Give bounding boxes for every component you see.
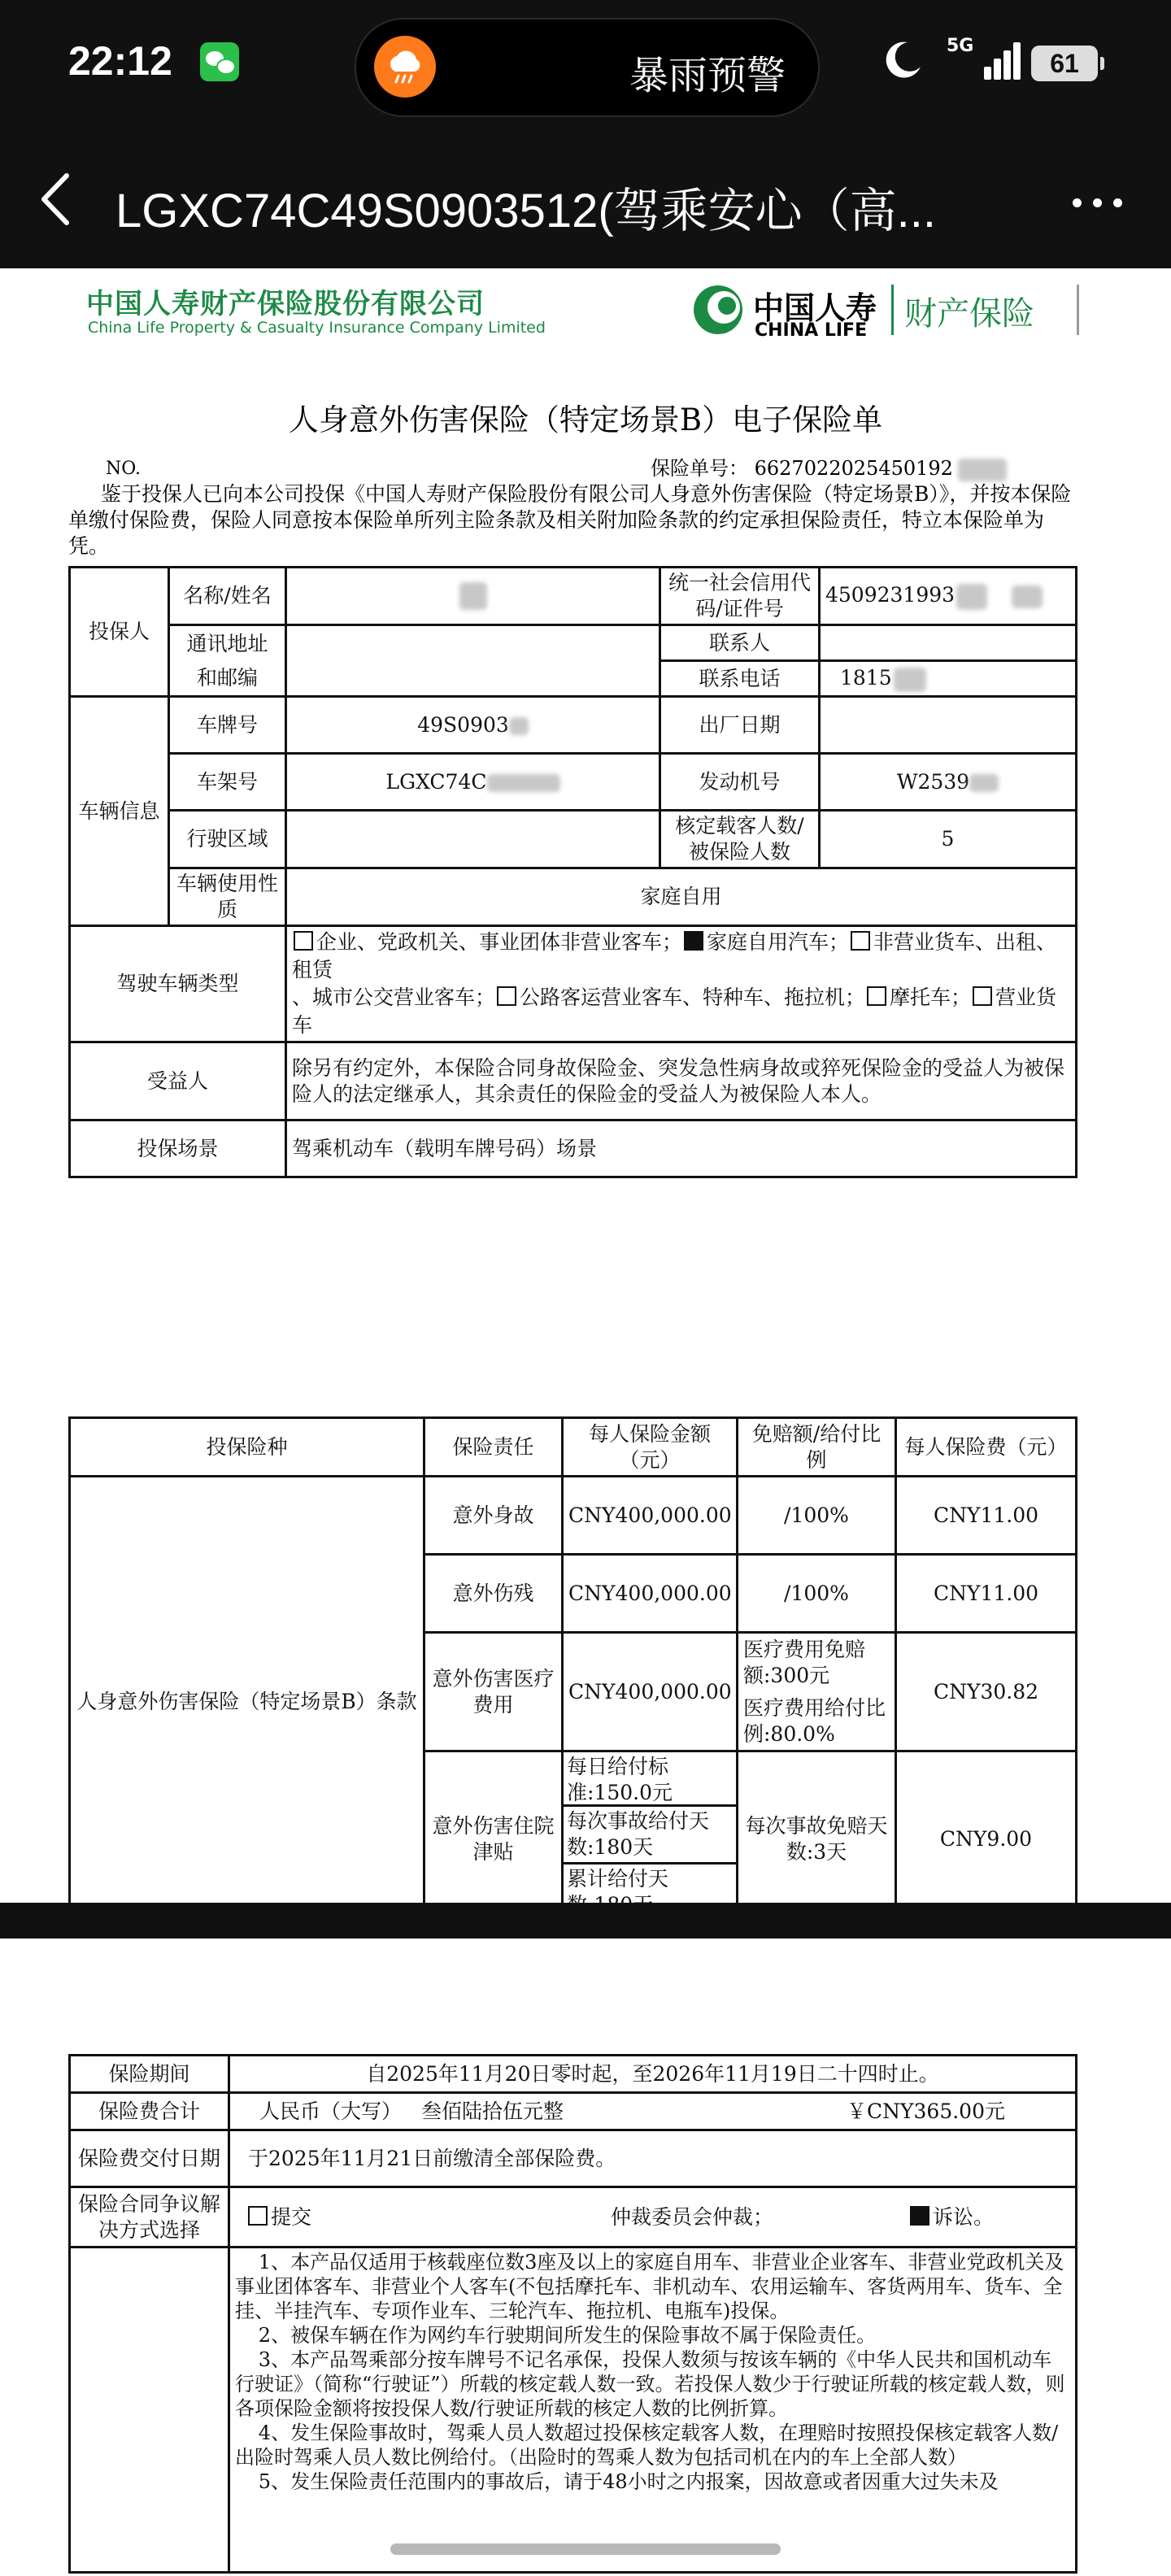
name-value	[286, 568, 660, 625]
plate-label: 车牌号	[169, 697, 286, 754]
plate-value: 49S0903	[286, 697, 660, 754]
notes-spacer	[70, 2247, 229, 2573]
coverage-table: 投保险种 保险责任 每人保险金额（元） 免赔额/给付比例 每人保险费（元） 人身意外伤害保险（特定场景B）条款 意外身故 CNY400,000.00 /100% CNY11.00 意外伤残 CNY400,000.00 /100% CNY11.00 意外伤害医疗费用 CNY400,000.00 医疗费用免赔额:300元 医疗费用给付比例:80.0% CNY30.82 意外伤害住院津贴 每日给付标准:150.0元 每次事故给付天数:180天 累计给付天 每次事故免赔天数:3天 CNY9.00	[68, 1416, 1077, 2084]
nav-bar	[0, 130, 1171, 268]
seats-value: 5	[820, 811, 1077, 868]
hospital-sub: 每日给付标准:150.0元 每次事故给付天数:180天 累计给付天	[563, 1751, 738, 1927]
phone-value: 1815	[820, 661, 1077, 697]
coverage-header-type: 投保险种	[70, 1418, 424, 1477]
do-not-disturb-moon-icon	[880, 37, 925, 83]
policy-terms-table	[68, 2054, 1077, 2574]
period-label: 保险期间	[70, 2056, 229, 2093]
address-label: 通讯地址 和邮编	[169, 625, 286, 697]
signal-icon	[973, 39, 1021, 80]
dynamic-island[interactable]	[355, 18, 820, 117]
battery-icon: 61	[1031, 46, 1098, 81]
company-name-cn: 中国人寿财产保险股份有限公司	[86, 288, 485, 320]
company-name-en: China Life Property & Casualty Insurance Company Limited	[88, 319, 546, 337]
engine-value: W2539	[820, 754, 1077, 811]
dispute-options: 提交 仲裁委员会仲裁； 诉讼。	[229, 2187, 1077, 2247]
policy-page-1: 中国人寿财产保险股份有限公司 China Life Property & Casualty Insurance Company Limited 中国人寿 CHINA LIFE 财产保险 人身意外伤害保险（特定场景B）电子保险单 NO. 保险单号： 6627022025450192 鉴于投保人已向本公司投保《中国人寿财产保险股份有限公司人身意外伤害保险（特定场景B）》，并按本保险单缴付保险费，保险人同意按本保险单所列主险条款及相关附加险条款的约定承担保险责任，特立本保险单为凭。 投保人 名称/姓名 统一社会信用代码/证件号 4509231993 通讯地址 和邮编 联系人 联系电话 1815 车辆信息 车牌号 49S0903 出厂日期 车架号 LGXC74C 发动机号 W2539 行驶区域 核定载客人数/被保险人数 5 车辆使用性质 家庭自用 驾驶车辆类型 企业、党政机关、事业团体非营业客车； 家庭自用汽车； 非营业货车、出租、租赁 、城市公交营业客车； 公路客运营业客车、特种车、拖拉机； 摩托车； 营业货车 受益人 除另有约定外，本保险合同身故保险金、突发急性病身故或猝死保险金的受益人为被保险人的法定继承人，其余责任的保险金的受益人为被保险人本人。 投保场景 驾乘机动车（载明车牌号码）场景 投保险种 保险责任 每人保险金额（元） 免赔额/给付比例 每人保险费（元） 人身意外伤害保险（特定场景B）条款 意外身故 CNY400,000.00 /100% CNY11.00 意外伤残 CNY400,000.00 /100% CNY11.00 意外伤害医疗费用 CNY400,000.00 医疗费用免赔额:300元 医疗费用给付比例:80.0% CNY30.82 意外伤害住院津贴 每日给付标准:150.0元 每次事故给付天数:180天 累计给付天 每次事故免赔天数:3天 CNY9.00	[0, 268, 1171, 1903]
policy-number: 保险单号： 6627022025450192	[651, 452, 1007, 481]
total-value: 人民币（大写） 叁佰陆拾伍元整 ￥CNY365.00元	[229, 2093, 1077, 2130]
coverage-header-duty: 保险责任	[424, 1418, 563, 1477]
more-icon[interactable]	[1061, 195, 1122, 211]
region-value	[286, 811, 660, 868]
usage-label: 车辆使用性质	[169, 868, 286, 926]
vin-label: 车架号	[169, 754, 286, 811]
document-title: 人身意外伤害保险（特定场景B）电子保险单	[288, 402, 883, 437]
preamble: 鉴于投保人已向本公司投保《中国人寿财产保险股份有限公司人身意外伤害保险（特定场景B）》，并按本保险单缴付保险费，保险人同意按本保险单所列主险条款及相关附加险条款的约定承担保险责任，特立本保险单为凭。	[68, 482, 1072, 558]
scene-label: 投保场景	[70, 1120, 286, 1177]
coverage-header-premium: 每人保险费（元）	[896, 1418, 1077, 1477]
rain-alert-icon	[374, 36, 436, 98]
special-notes: 1、本产品仅适用于核载座位数3座及以上的家庭自用车、非营业企业客车、非营业党政机关及事业团体客车、非营业个人客车(不包括摩托车、非机动车、农用运输车、客货两用车、货车、全挂、半挂汽车、专项作业车、三轮汽车、拖拉机、电瓶车)投保。 2、被保车辆在作为网约车行驶期间所发生的保险事故不属于保险责任。 3、本产品驾乘部分按车牌号不记名承保，投保人数须与按该车辆的《中华人民共和国机动车行驶证》（简称“行驶证”）所载的核定载人数一致。若投保人数少于行驶证所载的核定载人数，则各项保险金额将按投保人数/行驶证所载的核定人数的比例折算。 4、发生保险事故时，驾乘人员人数超过投保核定载客人数，在理赔时按照投保核定载客人数/出险时驾乘人员人数比例给付。（出险时的驾乘人数为包括司机在内的车上全部人数） 5、发生保险责任范围内的事故后，请于48小时之内报案，因故意或者因重大过失未及	[229, 2247, 1077, 2573]
id-value: 4509231993	[820, 568, 1077, 625]
clock: 22:12	[68, 38, 172, 84]
beneficiary-text: 除另有约定外，本保险合同身故保险金、突发急性病身故或猝死保险金的受益人为被保险人的法定继承人，其余责任的保险金的受益人为被保险人本人。	[286, 1042, 1077, 1120]
factory-date-value	[820, 697, 1077, 754]
region-label: 行驶区域	[169, 811, 286, 868]
beneficiary-label: 受益人	[70, 1042, 286, 1120]
contact-label: 联系人	[660, 625, 820, 661]
drive-type-label: 驾驶车辆类型	[70, 926, 286, 1042]
vehicle-section-label: 车辆信息	[70, 697, 169, 926]
coverage-header-ratio: 免赔额/给付比例	[738, 1418, 896, 1477]
no-label: NO.	[106, 459, 141, 479]
scene-text: 驾乘机动车（载明车牌号码）场景	[286, 1120, 1077, 1177]
contact-value	[820, 625, 1077, 661]
duty-death: 意外身故	[424, 1477, 563, 1555]
pay-date-value: 于2025年11月21日前缴清全部保险费。	[229, 2130, 1077, 2187]
duty-medical: 意外伤害医疗费用	[424, 1633, 563, 1751]
page-title: LGXC74C49S0903512(驾乘安心（高...	[115, 185, 936, 237]
rain-alert-text: 暴雨预警	[629, 53, 786, 98]
policyholder-section-label: 投保人	[70, 568, 169, 697]
wechat-icon	[200, 42, 239, 81]
phone-label: 联系电话	[660, 661, 820, 697]
home-indicator[interactable]	[390, 2543, 781, 2555]
id-label: 统一社会信用代码/证件号	[660, 568, 820, 625]
china-life-emblem-icon	[691, 283, 745, 337]
pay-date-label: 保险费交付日期	[70, 2130, 229, 2187]
medical-ratio: 医疗费用免赔额:300元 医疗费用给付比例:80.0%	[738, 1633, 896, 1751]
drive-type-options: 企业、党政机关、事业团体非营业客车； 家庭自用汽车； 非营业货车、出租、租赁 、城市公交营业客车； 公路客运营业客车、特种车、拖拉机； 摩托车； 营业货车	[286, 926, 1077, 1042]
dispute-label: 保险合同争议解决方式选择	[70, 2187, 229, 2247]
factory-date-label: 出厂日期	[660, 697, 820, 754]
name-label: 名称/姓名	[169, 568, 286, 625]
back-arrow-icon[interactable]	[36, 169, 76, 229]
period-value: 自2025年11月20日零时起，至2026年11月19日二十四时止。	[229, 2056, 1077, 2093]
policy-table	[68, 566, 1077, 1178]
duty-hospital: 意外伤害住院津贴	[424, 1751, 563, 1927]
page-separator	[0, 1903, 1171, 1939]
main-coverage-name: 人身意外伤害保险（特定场景B）条款	[70, 1477, 424, 1927]
engine-label: 发动机号	[660, 754, 820, 811]
total-label: 保险费合计	[70, 2093, 229, 2130]
duty-disability: 意外伤残	[424, 1555, 563, 1633]
address-value	[286, 625, 660, 697]
vin-value: LGXC74C	[286, 754, 660, 811]
network-type: 5G	[947, 36, 974, 56]
status-bar	[0, 0, 1171, 130]
coverage-header-amount: 每人保险金额（元）	[563, 1418, 738, 1477]
policy-page-2	[0, 1939, 1171, 2576]
usage-value: 家庭自用	[286, 868, 1077, 926]
seats-label: 核定载客人数/被保险人数	[660, 811, 820, 868]
